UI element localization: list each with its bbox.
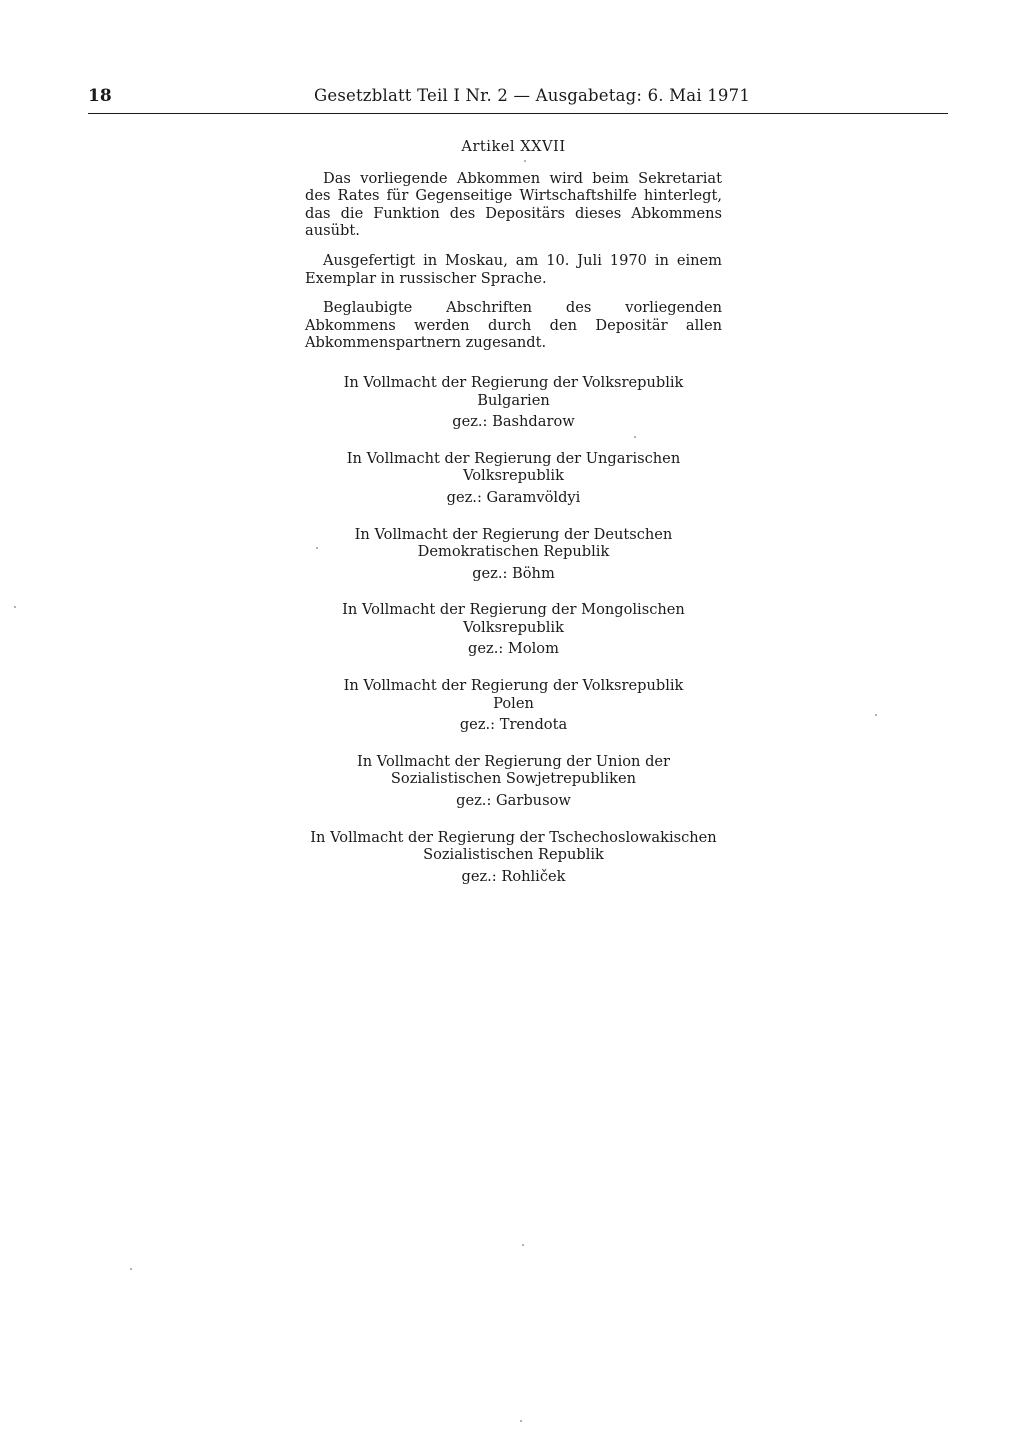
signature-country: Demokratischen Republik — [417, 543, 610, 561]
signature-country: Sozialistischen Republik — [423, 846, 604, 864]
signature-authority: In Vollmacht der Regierung der Volksrepublik — [343, 373, 684, 391]
signature-block-gdr — [305, 526, 722, 583]
signature-country: Bulgarien — [477, 391, 550, 409]
signature-block-bulgaria — [305, 374, 722, 431]
signature-country: Volksrepublik — [463, 618, 564, 636]
article-title: Artikel XXVII — [461, 138, 566, 155]
scan-speck — [522, 1244, 524, 1246]
signature-block-hungary — [305, 450, 722, 507]
signature-block-ussr — [305, 753, 722, 810]
signature-authority: In Vollmacht der Regierung der Volksrepublik — [343, 677, 684, 695]
signature-block-mongolia — [305, 601, 722, 658]
signatory-name: gez.: Rohliček — [461, 867, 566, 885]
article-paragraph: Beglaubigte Abschriften des vorliegenden Abkommens werden durch den Depositär allen Abkommenspartnern zugesandt. — [305, 299, 722, 352]
scan-speck — [130, 1268, 132, 1270]
signature-authority: In Vollmacht der Regierung der Tschechoslowakischen — [310, 828, 717, 846]
article-paragraph: Das vorliegende Abkommen wird beim Sekretariat des Rates für Gegenseitige Wirtschaftshilfe hinterlegt, das die Funktion des Depositärs dieses Abkommens ausübt. — [305, 169, 722, 240]
scan-speck — [875, 714, 877, 716]
signatory-name: gez.: Bashdarow — [452, 413, 575, 431]
scan-speck — [524, 160, 526, 162]
signatory-name: gez.: Molom — [468, 640, 559, 658]
scan-speck — [634, 436, 636, 438]
signatory-name: gez.: Böhm — [472, 564, 555, 582]
signature-country: Polen — [493, 694, 534, 712]
article-paragraph: Ausgefertigt in Moskau, am 10. Juli 1970 in einem Exemplar in russischer Sprache. — [305, 251, 722, 287]
signatory-name: gez.: Garbusow — [456, 792, 571, 810]
signature-country: Volksrepublik — [463, 467, 564, 485]
scan-speck — [316, 547, 318, 549]
signatory-name: gez.: Garamvöldyi — [446, 488, 581, 506]
signatory-name: gez.: Trendota — [459, 716, 568, 734]
header-rule — [88, 113, 948, 114]
signature-authority: In Vollmacht der Regierung der Mongolischen — [342, 601, 685, 619]
scan-speck — [520, 1420, 522, 1422]
scan-speck — [14, 606, 16, 608]
signature-authority: In Vollmacht der Regierung der Union der — [356, 752, 671, 770]
page-header — [88, 86, 948, 110]
signature-authority: In Vollmacht der Regierung der Ungarischen — [346, 449, 681, 467]
signature-block-czechoslovakia — [305, 829, 722, 886]
running-title: Gesetzblatt Teil I Nr. 2 — Ausgabetag: 6. Mai 1971 — [314, 86, 751, 105]
signature-country: Sozialistischen Sowjetrepubliken — [390, 770, 637, 788]
signature-block-poland — [305, 677, 722, 734]
signature-authority: In Vollmacht der Regierung der Deutschen — [354, 525, 673, 543]
article-column — [305, 138, 722, 904]
page-number: 18 — [88, 86, 112, 106]
